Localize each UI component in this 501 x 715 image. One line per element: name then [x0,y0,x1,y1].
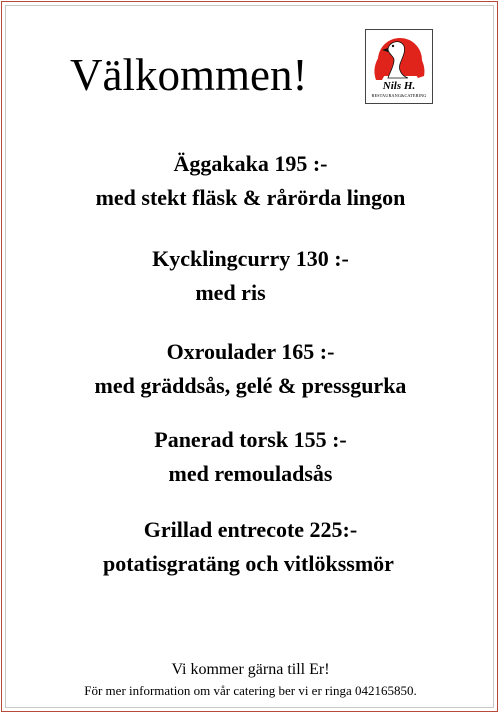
menu-item-title: Grillad entrecote 225:- [143,517,358,542]
menu-item-title: Panerad torsk 155 :- [154,427,347,452]
menu-item-description: med gräddsås, gelé & pressgurka [94,373,407,398]
footer-info: För mer information om vår catering ber vi er ringa 042165850. [84,683,417,698]
menu-item-description: med remouladsås [168,461,333,486]
menu-item [0,423,501,491]
footer-greeting: Vi kommer gärna till Er! [171,661,330,678]
menu-item-title: Oxroulader 165 :- [166,339,335,364]
menu-item-title: Kycklingcurry 130 :- [152,246,349,271]
menu-item [0,335,501,403]
menu-item-description: med stekt fläsk & rårörda lingon [95,185,406,210]
menu-item-description: potatisgratäng och vitlökssmör [103,551,394,576]
menu-item-description: med ris [195,280,266,305]
welcome-heading: Välkommen! [70,50,308,100]
menu-item-title: Äggakaka 195 :- [173,151,328,176]
menu-item [0,513,501,581]
menu-item [0,147,501,215]
restaurant-logo [365,29,433,104]
menu-item [0,242,501,310]
logo-subtitle: RESTAURANG&CATERING [371,93,427,98]
logo-name: Nils H. [382,80,416,92]
